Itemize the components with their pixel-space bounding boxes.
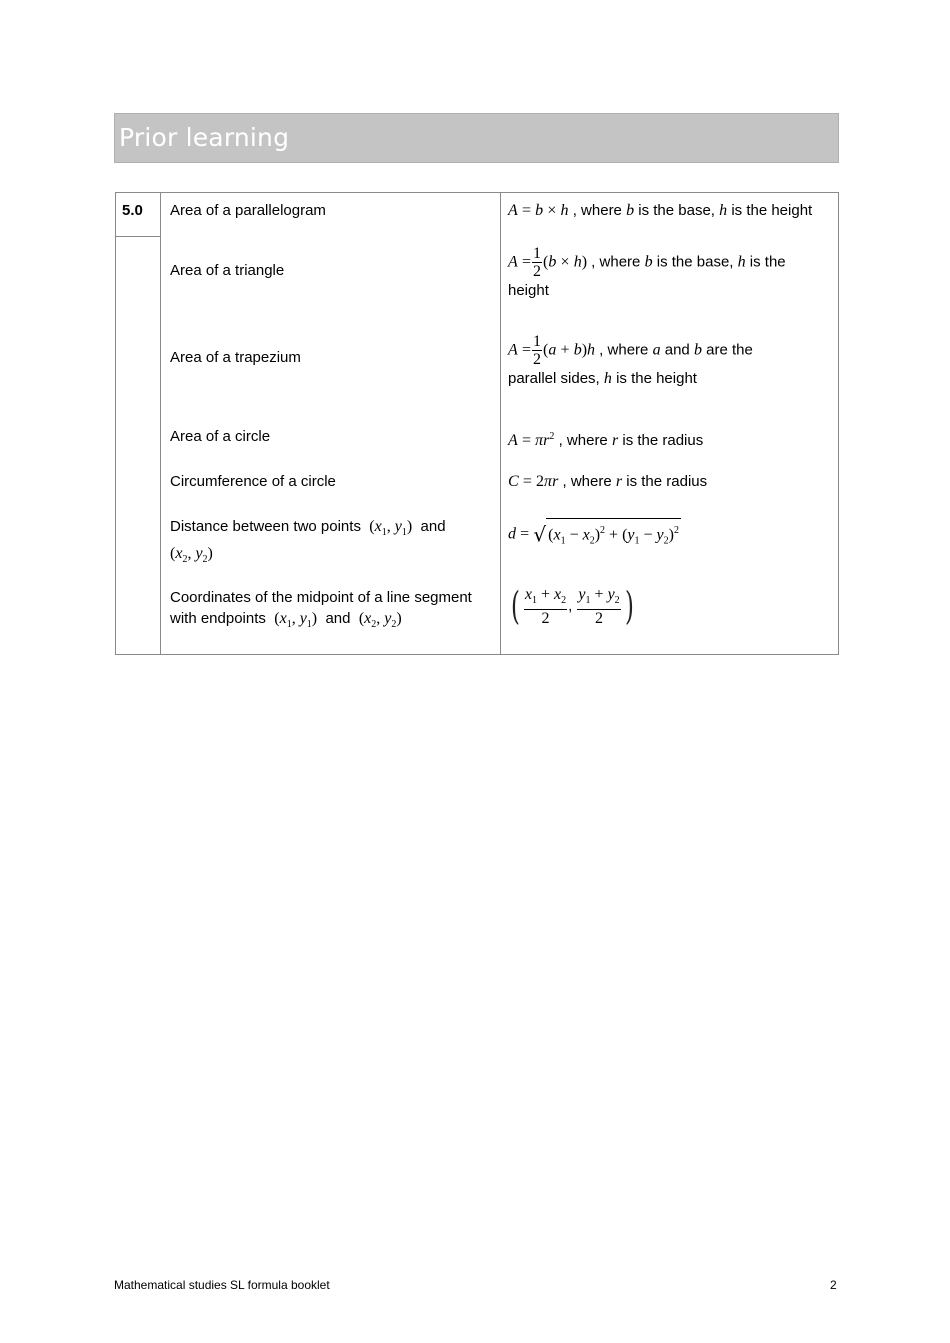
word-where: where [599, 253, 641, 271]
section-banner [114, 113, 839, 163]
word-is-the-base: is the base, [638, 202, 715, 219]
word-is-the: is the [749, 253, 786, 271]
word-are-the: are the [706, 341, 753, 359]
footer-title: Mathematical studies SL formula booklet [114, 1278, 330, 1292]
formula-area-trapezium: A = $\frac{1}{2}$ (a + b)h , where a and b are the parallel sides, h is the height [508, 333, 753, 387]
square-root: √ $(x_1 - x_2)^2 + (y_1 - y_2)^2$ [533, 518, 681, 552]
column-divider [160, 193, 161, 654]
distance-prefix: Distance between two points [170, 518, 361, 535]
formula-midpoint: ( $\frac{x_1 + x_2}{2}$ , $\frac{y_1 + y_2}{2}$ ) [510, 584, 634, 629]
word-where: where [607, 341, 649, 359]
topic-distance-two-points: Distance between two points ($x_1$, $y_1$) and ($x_2$, $y_2$) [170, 518, 446, 565]
word-where: where [566, 432, 608, 449]
word-parallel-sides: parallel sides, [508, 370, 600, 387]
formula-distance: d = √ $(x_1 - x_2)^2 + (y_1 - y_2)^2$ [508, 518, 833, 552]
page-number: 2 [830, 1278, 837, 1292]
topic-midpoint: Coordinates of the midpoint of a line segment with endpoints ($x_1$, $y_1$) and ($x_2$, $y_2$) [170, 589, 472, 630]
banner-title: Prior learning [119, 123, 290, 152]
word-where: where [570, 473, 612, 490]
word-is-the-radius: is the radius [626, 473, 708, 490]
section-number: 5.0 [122, 202, 143, 219]
word-height: height [508, 282, 549, 299]
formula-area-triangle: A = $\frac{1}{2}$ (b × h) , where b is the base, h is the height [508, 245, 786, 299]
word-with-endpoints: with endpoints [170, 610, 266, 627]
topic-circumference-circle: Circumference of a circle [170, 473, 336, 490]
formula-circumference-circle: C = 2πr , where r is the radius [508, 473, 708, 490]
column-divider [500, 193, 501, 654]
word-is-the-height: is the height [731, 202, 813, 219]
word-and: and [664, 341, 690, 359]
word-is-the-radius: is the radius [622, 432, 704, 449]
formula-table [115, 192, 839, 655]
word-where: where [581, 202, 622, 219]
word-is-the-height: is the height [616, 370, 697, 387]
formula-area-parallelogram: A = b × h , where b is the base, h is the height [508, 202, 813, 219]
topic-area-parallelogram: Area of a parallelogram [170, 202, 326, 219]
topic-area-circle: Area of a circle [170, 428, 271, 445]
word-is-the-base: is the base, [656, 253, 734, 271]
topic-area-trapezium: Area of a trapezium [170, 349, 301, 366]
section-divider [116, 236, 160, 237]
word-and: and [325, 610, 351, 627]
topic-area-triangle: Area of a triangle [170, 262, 285, 279]
word-and: and [420, 518, 446, 535]
formula-area-circle: $A = \pi r^2$ , where r is the radius [508, 431, 704, 449]
midpoint-line1: Coordinates of the midpoint of a line segment [170, 589, 472, 606]
